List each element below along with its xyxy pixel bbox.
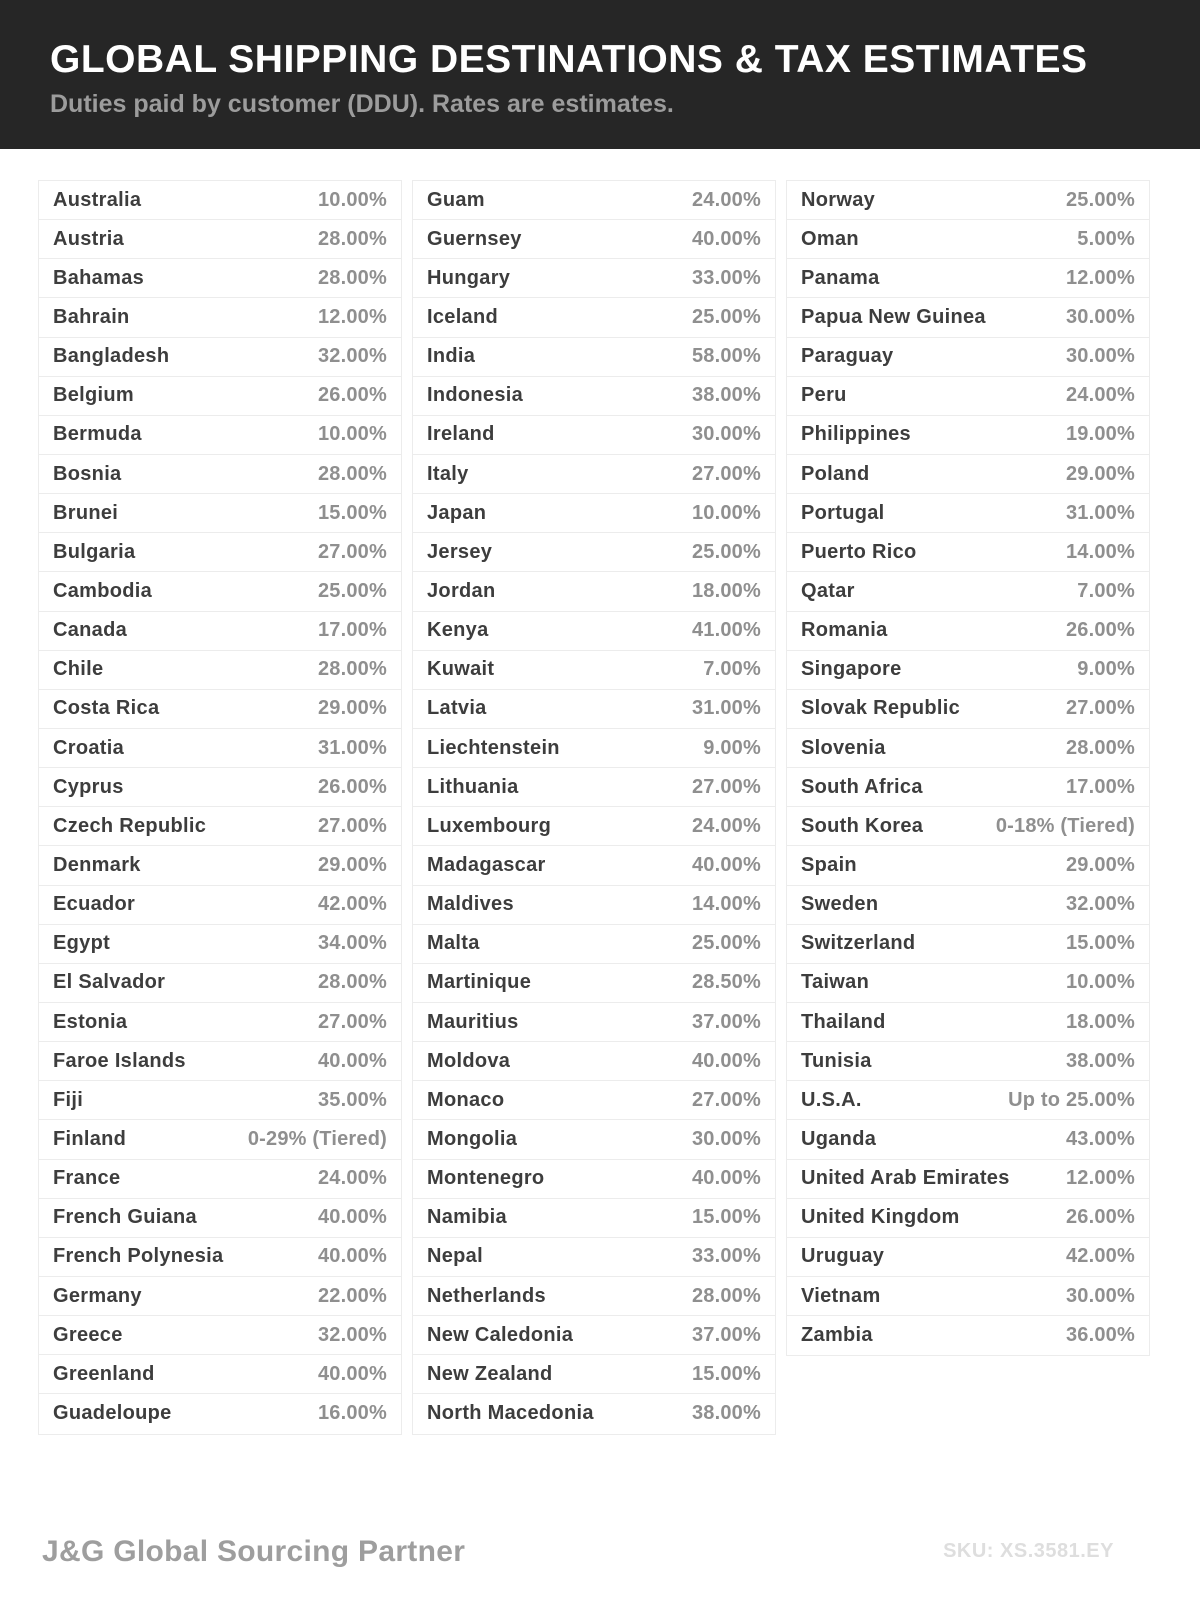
tax-rate: 27.00% xyxy=(317,1010,387,1033)
tax-rate: 35.00% xyxy=(317,1088,387,1111)
table-row xyxy=(413,1238,775,1277)
country-name: New Zealand xyxy=(427,1362,553,1385)
tax-rate: 30.00% xyxy=(691,1127,761,1150)
tax-rate: 32.00% xyxy=(317,1323,387,1346)
table-row xyxy=(787,925,1149,964)
table-row xyxy=(39,729,401,768)
sku-label: SKU: XS.3581.EY xyxy=(943,1540,1114,1562)
country-name: United Arab Emirates xyxy=(801,1167,1010,1190)
table-row xyxy=(39,1199,401,1238)
table-row xyxy=(39,768,401,807)
table-row xyxy=(787,651,1149,690)
tax-rate: 31.00% xyxy=(317,736,387,759)
tax-rate: 30.00% xyxy=(1065,305,1135,328)
tax-rate: 26.00% xyxy=(1065,1206,1135,1229)
tax-rate: 24.00% xyxy=(1065,384,1135,407)
country-name: Malta xyxy=(427,932,480,955)
country-name: Cyprus xyxy=(53,775,124,798)
country-name: Lithuania xyxy=(427,775,519,798)
country-name: South Korea xyxy=(801,814,924,837)
tax-rate: 16.00% xyxy=(317,1402,387,1425)
country-name: Costa Rica xyxy=(53,697,160,720)
tax-rate: 42.00% xyxy=(317,893,387,916)
table-row xyxy=(413,612,775,651)
table-row xyxy=(787,494,1149,533)
table-row xyxy=(39,964,401,1003)
country-name: Romania xyxy=(801,619,888,642)
rate-column xyxy=(786,180,1150,1356)
table-row xyxy=(39,612,401,651)
country-name: Papua New Guinea xyxy=(801,305,986,328)
table-row xyxy=(39,1316,401,1355)
table-row xyxy=(787,1277,1149,1316)
table-row xyxy=(787,181,1149,220)
country-name: Taiwan xyxy=(801,971,870,994)
country-name: Bosnia xyxy=(53,462,122,485)
country-name: Liechtenstein xyxy=(427,736,560,759)
country-name: Jersey xyxy=(427,540,493,563)
tax-rate: 27.00% xyxy=(317,540,387,563)
country-name: French Polynesia xyxy=(53,1245,224,1268)
tax-rate: 25.00% xyxy=(1065,188,1135,211)
tax-rate: 28.00% xyxy=(1065,736,1135,759)
tax-rate: 27.00% xyxy=(691,1088,761,1111)
table-row xyxy=(413,572,775,611)
country-name: Puerto Rico xyxy=(801,540,917,563)
country-name: Germany xyxy=(53,1284,142,1307)
tax-rate: 42.00% xyxy=(1065,1245,1135,1268)
tax-rate: 10.00% xyxy=(1065,971,1135,994)
tax-rate: 33.00% xyxy=(691,266,761,289)
table-row xyxy=(787,416,1149,455)
table-row xyxy=(787,298,1149,337)
tax-rate: 30.00% xyxy=(691,423,761,446)
country-name: Tunisia xyxy=(801,1049,872,1072)
table-row xyxy=(39,572,401,611)
country-name: Paraguay xyxy=(801,345,894,368)
table-row xyxy=(413,220,775,259)
country-name: North Macedonia xyxy=(427,1402,594,1425)
table-row xyxy=(39,651,401,690)
country-name: Bangladesh xyxy=(53,345,170,368)
country-name: Poland xyxy=(801,462,870,485)
country-name: Mongolia xyxy=(427,1127,518,1150)
country-name: Slovak Republic xyxy=(801,697,960,720)
table-row xyxy=(787,964,1149,1003)
tax-rate: 12.00% xyxy=(1065,1167,1135,1190)
table-row xyxy=(413,1394,775,1433)
country-name: Canada xyxy=(53,619,128,642)
tax-rate: 17.00% xyxy=(317,619,387,642)
brand-name: J&G Global Sourcing Partner xyxy=(42,1535,466,1568)
table-row xyxy=(413,1042,775,1081)
country-name: Guernsey xyxy=(427,227,522,250)
table-row xyxy=(787,846,1149,885)
country-name: South Africa xyxy=(801,775,923,798)
tax-rate: 40.00% xyxy=(691,227,761,250)
table-row xyxy=(39,455,401,494)
tax-rate: 31.00% xyxy=(691,697,761,720)
country-name: Monaco xyxy=(427,1088,505,1111)
tax-rate: 25.00% xyxy=(691,932,761,955)
table-row xyxy=(413,181,775,220)
country-name: Zambia xyxy=(801,1324,873,1347)
tax-rate: 28.00% xyxy=(317,658,387,681)
table-row xyxy=(787,220,1149,259)
country-name: Cambodia xyxy=(53,579,153,602)
tax-rate: 15.00% xyxy=(317,501,387,524)
country-name: Australia xyxy=(53,188,142,211)
tax-rate: 29.00% xyxy=(317,697,387,720)
table-row xyxy=(39,494,401,533)
table-row xyxy=(39,220,401,259)
table-row xyxy=(39,886,401,925)
country-name: Spain xyxy=(801,853,857,876)
table-row xyxy=(413,886,775,925)
country-name: Estonia xyxy=(53,1010,128,1033)
country-name: Montenegro xyxy=(427,1167,545,1190)
tax-rate: 25.00% xyxy=(317,579,387,602)
country-name: Portugal xyxy=(801,501,885,524)
tax-rate: 10.00% xyxy=(317,423,387,446)
tax-rate: 18.00% xyxy=(691,579,761,602)
tax-rate: 31.00% xyxy=(1065,501,1135,524)
country-name: Qatar xyxy=(801,579,855,602)
table-row xyxy=(39,298,401,337)
tax-rate: 27.00% xyxy=(691,775,761,798)
tax-rate: 32.00% xyxy=(317,345,387,368)
table-row xyxy=(39,533,401,572)
country-name: Japan xyxy=(427,501,487,524)
table-row xyxy=(787,1042,1149,1081)
tax-rate: 32.00% xyxy=(1065,893,1135,916)
country-name: Iceland xyxy=(427,305,499,328)
tax-rate: 38.00% xyxy=(1065,1049,1135,1072)
table-row xyxy=(413,259,775,298)
country-name: Uganda xyxy=(801,1127,877,1150)
country-name: Greenland xyxy=(53,1362,155,1385)
table-row xyxy=(413,1160,775,1199)
country-name: Maldives xyxy=(427,893,514,916)
tax-rate: 5.00% xyxy=(1077,227,1135,250)
country-name: Philippines xyxy=(801,423,911,446)
tax-rate: 40.00% xyxy=(691,853,761,876)
country-name: Faroe Islands xyxy=(53,1049,186,1072)
table-row xyxy=(413,1081,775,1120)
country-name: Guadeloupe xyxy=(53,1402,172,1425)
country-name: Singapore xyxy=(801,658,902,681)
tax-rate: 28.50% xyxy=(691,971,761,994)
table-row xyxy=(787,259,1149,298)
country-name: Austria xyxy=(53,227,125,250)
country-name: Sweden xyxy=(801,893,879,916)
tax-rate: 40.00% xyxy=(691,1049,761,1072)
tax-rate: 12.00% xyxy=(1065,266,1135,289)
table-row xyxy=(787,612,1149,651)
table-row xyxy=(39,416,401,455)
country-name: Jordan xyxy=(427,579,496,602)
table-row xyxy=(413,729,775,768)
country-name: Brunei xyxy=(53,501,119,524)
country-name: Denmark xyxy=(53,853,141,876)
tax-rate: 28.00% xyxy=(317,462,387,485)
table-row xyxy=(39,846,401,885)
tax-rate: 30.00% xyxy=(1065,1284,1135,1307)
tax-rate: 19.00% xyxy=(1065,423,1135,446)
country-name: Bermuda xyxy=(53,423,142,446)
country-name: Martinique xyxy=(427,971,532,994)
table-row xyxy=(39,925,401,964)
rate-column xyxy=(38,180,402,1435)
tax-table xyxy=(38,180,1150,1435)
tax-rate: 7.00% xyxy=(1077,579,1135,602)
country-name: France xyxy=(53,1167,121,1190)
table-row xyxy=(39,1160,401,1199)
tax-rate: 38.00% xyxy=(691,1402,761,1425)
table-row xyxy=(787,768,1149,807)
country-name: Mauritius xyxy=(427,1010,519,1033)
table-row xyxy=(413,690,775,729)
page-subtitle: Duties paid by customer (DDU). Rates are estimates. xyxy=(50,89,674,118)
tax-rate: 30.00% xyxy=(1065,345,1135,368)
country-name: Fiji xyxy=(53,1088,84,1111)
table-row xyxy=(39,1394,401,1433)
tax-rate: 9.00% xyxy=(703,736,761,759)
table-row xyxy=(39,690,401,729)
tax-rate: 25.00% xyxy=(691,305,761,328)
table-row xyxy=(413,768,775,807)
table-row xyxy=(787,1120,1149,1159)
tax-rate: 10.00% xyxy=(691,501,761,524)
table-row xyxy=(413,1199,775,1238)
table-row xyxy=(413,925,775,964)
country-name: Guam xyxy=(427,188,485,211)
table-row xyxy=(787,729,1149,768)
country-name: Namibia xyxy=(427,1206,507,1229)
tax-rate: 27.00% xyxy=(1065,697,1135,720)
country-name: Chile xyxy=(53,658,104,681)
country-name: Croatia xyxy=(53,736,125,759)
table-row xyxy=(787,455,1149,494)
tax-rate: 28.00% xyxy=(317,971,387,994)
country-name: New Caledonia xyxy=(427,1323,574,1346)
table-row xyxy=(413,533,775,572)
tax-rate: 12.00% xyxy=(317,305,387,328)
tax-rate: 33.00% xyxy=(691,1245,761,1268)
table-row xyxy=(39,1003,401,1042)
country-name: Ecuador xyxy=(53,893,136,916)
table-row xyxy=(787,1160,1149,1199)
tax-rate: 28.00% xyxy=(317,266,387,289)
tax-rate: 40.00% xyxy=(691,1167,761,1190)
country-name: Hungary xyxy=(427,266,511,289)
tax-rate: 17.00% xyxy=(1065,775,1135,798)
country-name: Slovenia xyxy=(801,736,886,759)
table-row xyxy=(39,1120,401,1159)
country-name: United Kingdom xyxy=(801,1206,960,1229)
table-row xyxy=(787,533,1149,572)
table-row xyxy=(787,807,1149,846)
country-name: French Guiana xyxy=(53,1206,197,1229)
table-row xyxy=(787,1199,1149,1238)
page-title: GLOBAL SHIPPING DESTINATIONS & TAX ESTIMATES xyxy=(50,38,1088,81)
table-row xyxy=(413,455,775,494)
table-row xyxy=(413,338,775,377)
tax-rate: 28.00% xyxy=(691,1284,761,1307)
country-name: Thailand xyxy=(801,1010,886,1033)
country-name: Panama xyxy=(801,266,880,289)
tax-rate: 36.00% xyxy=(1065,1324,1135,1347)
country-name: Moldova xyxy=(427,1049,511,1072)
table-row xyxy=(787,690,1149,729)
table-row xyxy=(39,1277,401,1316)
country-name: Peru xyxy=(801,384,847,407)
tax-rate: Up to 25.00% xyxy=(1008,1088,1135,1111)
country-name: Greece xyxy=(53,1323,123,1346)
tax-rate: 22.00% xyxy=(317,1284,387,1307)
tax-rate: 15.00% xyxy=(1065,932,1135,955)
tax-rate: 14.00% xyxy=(691,893,761,916)
country-name: U.S.A. xyxy=(801,1088,862,1111)
country-name: Egypt xyxy=(53,932,111,955)
tax-rate: 7.00% xyxy=(703,658,761,681)
tax-rate: 18.00% xyxy=(1065,1010,1135,1033)
tax-rate: 40.00% xyxy=(317,1245,387,1268)
country-name: India xyxy=(427,345,476,368)
tax-rate: 43.00% xyxy=(1065,1127,1135,1150)
tax-rate: 0-18% (Tiered) xyxy=(995,814,1135,837)
tax-rate: 25.00% xyxy=(691,540,761,563)
tax-rate: 41.00% xyxy=(691,619,761,642)
tax-rate: 29.00% xyxy=(1065,462,1135,485)
table-row xyxy=(39,338,401,377)
country-name: Vietnam xyxy=(801,1284,881,1307)
tax-rate: 40.00% xyxy=(317,1049,387,1072)
table-row xyxy=(413,416,775,455)
tax-rate: 14.00% xyxy=(1065,540,1135,563)
table-row xyxy=(413,377,775,416)
country-name: Norway xyxy=(801,188,876,211)
table-row xyxy=(39,377,401,416)
country-name: El Salvador xyxy=(53,971,166,994)
table-row xyxy=(787,1081,1149,1120)
country-name: Bulgaria xyxy=(53,540,136,563)
table-row xyxy=(413,298,775,337)
table-row xyxy=(413,846,775,885)
country-name: Latvia xyxy=(427,697,487,720)
country-name: Madagascar xyxy=(427,853,546,876)
tax-rate: 24.00% xyxy=(691,814,761,837)
table-row xyxy=(787,1316,1149,1355)
table-row xyxy=(787,886,1149,925)
tax-rate: 40.00% xyxy=(317,1362,387,1385)
table-row xyxy=(413,807,775,846)
table-row xyxy=(39,259,401,298)
tax-rate: 37.00% xyxy=(691,1010,761,1033)
header-banner xyxy=(0,0,1200,149)
country-name: Bahrain xyxy=(53,305,130,328)
tax-rate: 29.00% xyxy=(1065,853,1135,876)
country-name: Belgium xyxy=(53,384,134,407)
tax-rate: 15.00% xyxy=(691,1206,761,1229)
country-name: Kenya xyxy=(427,619,489,642)
table-row xyxy=(413,1316,775,1355)
table-row xyxy=(787,1003,1149,1042)
table-row xyxy=(39,1042,401,1081)
country-name: Bahamas xyxy=(53,266,145,289)
tax-rate: 27.00% xyxy=(691,462,761,485)
country-name: Italy xyxy=(427,462,469,485)
table-row xyxy=(413,1355,775,1394)
table-row xyxy=(787,338,1149,377)
tax-rate: 24.00% xyxy=(317,1167,387,1190)
table-row xyxy=(413,494,775,533)
tax-rate: 10.00% xyxy=(317,188,387,211)
country-name: Ireland xyxy=(427,423,495,446)
country-name: Luxembourg xyxy=(427,814,552,837)
tax-rate: 26.00% xyxy=(317,384,387,407)
tax-rate: 24.00% xyxy=(691,188,761,211)
country-name: Oman xyxy=(801,227,859,250)
tax-rate: 9.00% xyxy=(1077,658,1135,681)
tax-rate: 28.00% xyxy=(317,227,387,250)
country-name: Switzerland xyxy=(801,932,916,955)
tax-rate: 15.00% xyxy=(691,1362,761,1385)
table-row xyxy=(413,651,775,690)
tax-rate: 40.00% xyxy=(317,1206,387,1229)
table-row xyxy=(39,1355,401,1394)
tax-rate: 26.00% xyxy=(317,775,387,798)
tax-rate: 27.00% xyxy=(317,814,387,837)
rate-column xyxy=(412,180,776,1435)
tax-rate: 29.00% xyxy=(317,853,387,876)
tax-rate: 34.00% xyxy=(317,932,387,955)
tax-rate: 26.00% xyxy=(1065,619,1135,642)
tax-rate: 38.00% xyxy=(691,384,761,407)
table-row xyxy=(413,1277,775,1316)
table-row xyxy=(787,377,1149,416)
tax-rate: 58.00% xyxy=(691,345,761,368)
table-row xyxy=(787,572,1149,611)
table-row xyxy=(39,1238,401,1277)
country-name: Uruguay xyxy=(801,1245,885,1268)
table-row xyxy=(39,807,401,846)
table-row xyxy=(39,1081,401,1120)
table-row xyxy=(413,1003,775,1042)
country-name: Nepal xyxy=(427,1245,483,1268)
country-name: Kuwait xyxy=(427,658,495,681)
country-name: Finland xyxy=(53,1127,127,1150)
table-row xyxy=(413,964,775,1003)
country-name: Indonesia xyxy=(427,384,524,407)
tax-rate: 37.00% xyxy=(691,1323,761,1346)
tax-rate: 0-29% (Tiered) xyxy=(247,1127,387,1150)
table-row xyxy=(39,181,401,220)
country-name: Czech Republic xyxy=(53,814,207,837)
table-row xyxy=(413,1120,775,1159)
country-name: Netherlands xyxy=(427,1284,546,1307)
table-row xyxy=(787,1238,1149,1277)
